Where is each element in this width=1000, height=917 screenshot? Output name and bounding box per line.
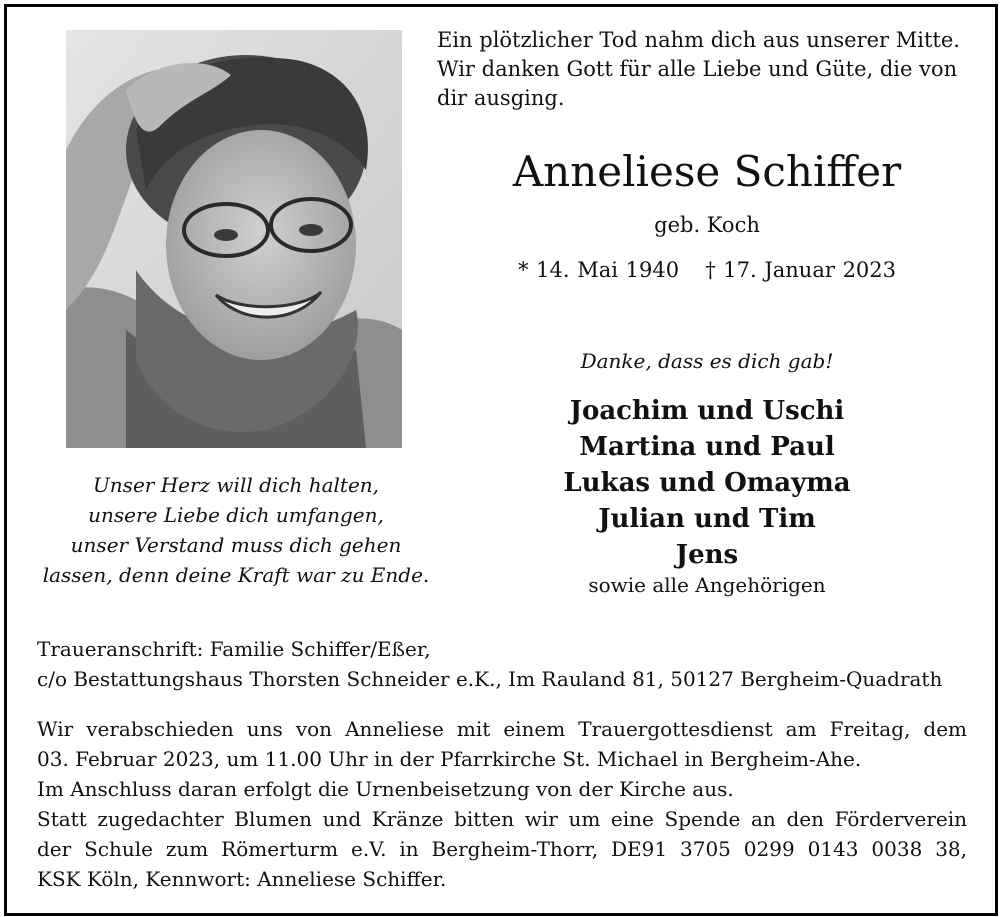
service-line: Im Anschluss daran erfolgt die Urnenbeisetzung von der Kirche aus. xyxy=(37,777,734,801)
portrait-image xyxy=(66,30,402,448)
service-line: Statt zugedachter Blumen und Kränze bitten wir um eine Spende an den Förderverein xyxy=(37,807,967,831)
service-line: 03. Februar 2023, um 11.00 Uhr in der Pfarrkirche St. Michael in Bergheim-Ahe. xyxy=(37,747,862,771)
birth-date: * 14. Mai 1940 xyxy=(517,258,680,282)
intro-line: dir ausging. xyxy=(437,86,565,110)
poem-line: unsere Liebe dich umfangen, xyxy=(88,503,384,527)
life-dates xyxy=(437,258,977,282)
service-line: Wir verabschieden uns von Anneliese mit einem Trauergottesdienst am Freitag, dem xyxy=(37,717,967,741)
poem-line: unser Verstand muss dich gehen xyxy=(70,533,402,557)
service-line: KSK Köln, Kennwort: Anneliese Schiffer. xyxy=(37,867,447,891)
family-member: Jens xyxy=(675,540,739,570)
intro-line: Ein plötzlicher Tod nahm dich aus unserer Mitte. xyxy=(437,28,960,52)
deceased-name: Anneliese Schiffer xyxy=(512,147,902,196)
family-member: Lukas und Omayma xyxy=(563,468,851,498)
poem xyxy=(30,470,442,590)
address-line: Traueranschrift: Familie Schiffer/Eßer, xyxy=(37,637,431,661)
family-member: Julian und Tim xyxy=(598,504,816,534)
portrait-photo xyxy=(66,30,402,448)
family-list xyxy=(437,393,977,573)
intro-line: Wir danken Gott für alle Liebe und Güte, die von xyxy=(437,57,958,81)
family-member: Martina und Paul xyxy=(579,432,835,462)
poem-line: Unser Herz will dich halten, xyxy=(92,473,380,497)
mourning-address xyxy=(37,634,967,694)
death-date: † 17. Januar 2023 xyxy=(705,258,897,282)
maiden-name: geb. Koch xyxy=(654,213,760,237)
family-member: Joachim und Uschi xyxy=(569,396,845,426)
poem-line: lassen, denn deine Kraft war zu Ende. xyxy=(42,563,430,587)
relatives-line: sowie alle Angehörigen xyxy=(588,573,826,597)
thanks-line: Danke, dass es dich gab! xyxy=(580,349,834,373)
intro-text xyxy=(437,26,977,113)
service-line: der Schule zum Römerturm e.V. in Bergheim-Thorr, DE91 3705 0299 0143 0038 38, xyxy=(37,837,967,861)
service-details xyxy=(37,714,967,894)
address-line: c/o Bestattungshaus Thorsten Schneider e.K., Im Rauland 81, 50127 Bergheim-Quadrath xyxy=(37,667,943,691)
